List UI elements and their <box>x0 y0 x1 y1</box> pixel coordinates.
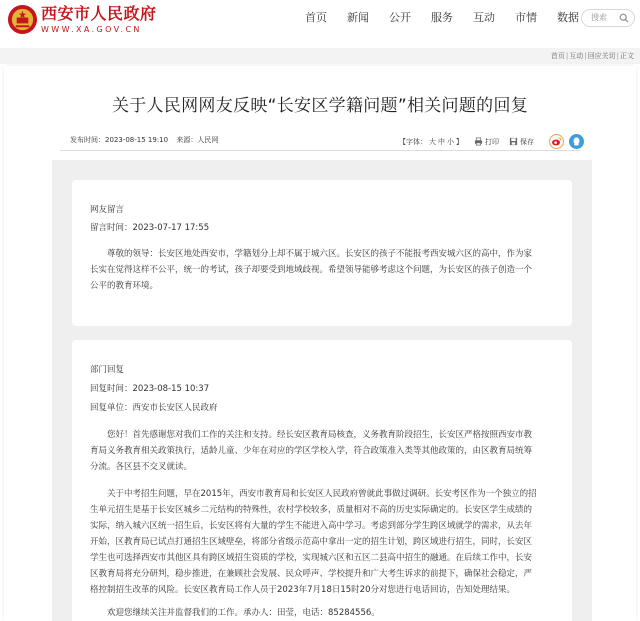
site-name: 西安市人民政府 <box>41 4 157 23</box>
save-label: 保存 <box>520 137 534 146</box>
message-content <box>90 246 558 294</box>
font-size-small[interactable]: 小 <box>447 137 454 146</box>
message-line: 公平的教育环境。 <box>90 281 159 291</box>
nav-data[interactable]: 数据 <box>557 11 579 24</box>
font-size-end: 】 <box>456 137 463 146</box>
reply-unit: 回复单位：西安市长安区人民政府 <box>90 403 218 413</box>
font-size-label: 【字体： <box>399 137 427 146</box>
publish-time: 发布时间：2023-08-15 19:10 <box>70 136 169 144</box>
reply-paragraph-2 <box>90 486 554 598</box>
font-size-large[interactable]: 大 <box>429 137 436 146</box>
nav-news[interactable]: 新闻 <box>347 11 369 24</box>
reply-line: 开始，区教育局已试点打通招生区域壁垒，将部分省级示范高中拿出一定的招生计划，跨区域进行招生，同时，长安区 <box>90 537 533 547</box>
title-divider <box>60 150 580 151</box>
reply-line: 格控制招生改革的风险。长安区教育局工作人员于2023年7月18日15时20分对您进行电话回访，告知处理结果。 <box>90 585 515 595</box>
breadcrumb-response[interactable]: 回应关切 <box>587 52 616 60</box>
breadcrumb-interaction[interactable]: 互动 <box>569 52 584 60</box>
reply-line: 区教育局将充分研判，稳步推进，在兼顾社会发展、民众呼声、学校提升和广大考生诉求的前提下，确保社会稳定，严 <box>90 569 533 579</box>
nav-interaction[interactable]: 互动 <box>473 11 495 24</box>
message-line: 长实在觉得这样不公平，统一的考试，孩子却要受到地域歧视。希望领导能够考虑这个问题，为长安区的孩子创造一个 <box>90 265 533 275</box>
reply-line: 关于中考招生问题，早在2015年，西安市教育局和长安区人民政府曾就此事做过调研。长安考区作为一个独立的招 <box>107 489 537 499</box>
save-icon <box>509 137 518 146</box>
reply-line: 学生也可选择西安市其他区具有跨区域招生资质的学校，实现城六区和五区二县高中招生的融通。在后续工作中，长安 <box>90 553 533 563</box>
nav-city-info[interactable]: 市情 <box>515 11 537 24</box>
nav-public[interactable]: 公开 <box>389 11 411 24</box>
message-time: 留言时间：2023-07-17 17:55 <box>90 223 210 233</box>
reply-line: 育局义务教育相关政策执行，适龄儿童、少年在对应的学区学校入学，符合政策准入类等其他政策的，由区教育局统筹 <box>90 446 533 456</box>
breadcrumb: 首页|互动|回应关切|正文 <box>550 52 634 60</box>
message-heading: 网友留言 <box>90 205 125 215</box>
breadcrumb-current: 正文 <box>620 52 634 60</box>
print-icon <box>474 137 483 146</box>
save-button[interactable] <box>509 136 534 148</box>
site-header <box>0 0 640 38</box>
search-icon[interactable] <box>619 13 629 23</box>
reply-time: 回复时间：2023-08-15 10:37 <box>90 384 210 394</box>
reply-paragraph-1 <box>90 427 554 475</box>
reply-line: 生单元招生是基于长安区城乡二元结构的特殊性，农村学校较多，质量相对不高的历史实际确定的。长安区学生成绩的 <box>90 505 533 515</box>
national-emblem-icon[interactable] <box>7 4 38 35</box>
search-input[interactable] <box>581 9 635 27</box>
reply-line: 分流。各区县不交叉就读。 <box>90 462 193 472</box>
message-line: 尊敬的领导：长安区地处西安市，学籍划分上却不属于城六区。长安区的孩子不能报考西安城六区的高中，作为家 <box>107 249 533 259</box>
main-nav <box>305 11 599 25</box>
search-placeholder: 搜索 <box>591 13 607 22</box>
nav-home[interactable]: 首页 <box>305 11 327 24</box>
nav-service[interactable]: 服务 <box>431 11 453 24</box>
reply-line: 实际，纳入城六区统一招生后，长安区将有大量的学生不能进入高中学习。考虑到部分学生跨区域就学的需求，从去年 <box>90 521 533 531</box>
reply-heading: 部门回复 <box>90 365 125 375</box>
print-button[interactable] <box>474 136 499 148</box>
breadcrumb-bar <box>0 48 640 64</box>
weibo-share-icon[interactable] <box>549 134 564 149</box>
reply-line: 您好！首先感谢您对我们工作的关注和支持。经长安区教育局核查，义务教育阶段招生，长安区严格按照西安市教 <box>107 430 533 440</box>
reply-closing: 欢迎您继续关注并监督我们的工作。承办人：田莹，电话：85284556。 <box>107 608 380 618</box>
site-brand[interactable] <box>41 4 157 35</box>
article-source: 来源：人民网 <box>176 136 219 144</box>
page-title: 关于人民网网友反映“长安区学籍问题”相关问题的回复 <box>111 96 529 116</box>
print-label: 打印 <box>485 137 499 146</box>
font-size-switcher <box>398 136 464 148</box>
font-size-medium[interactable]: 中 <box>438 137 445 146</box>
article-meta <box>70 135 224 145</box>
site-domain: WWW.XA.GOV.CN <box>41 25 142 34</box>
article-tools <box>398 134 584 149</box>
qq-share-icon[interactable] <box>569 134 584 149</box>
breadcrumb-home[interactable]: 首页 <box>550 52 565 60</box>
